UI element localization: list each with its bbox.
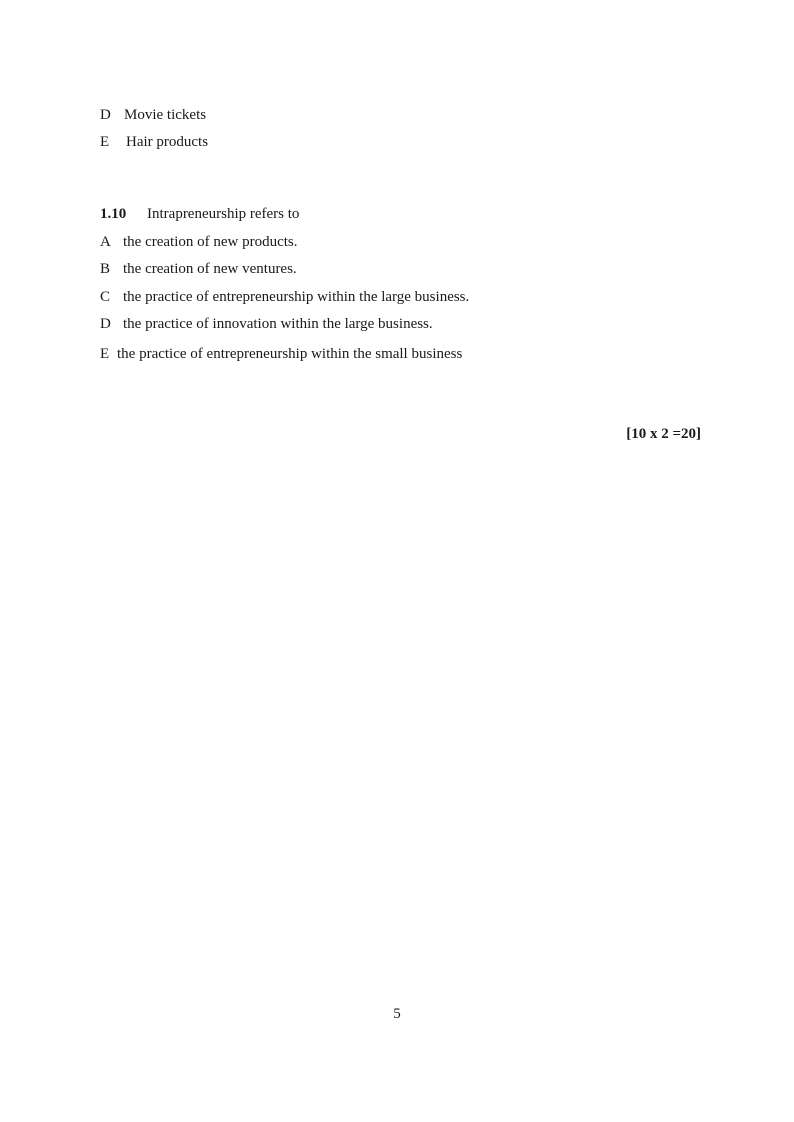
option-row <box>100 133 208 151</box>
option-row <box>100 288 469 306</box>
option-letter: A <box>100 234 111 250</box>
option-row <box>100 260 297 278</box>
question-number: 1.10 <box>100 206 127 222</box>
option-row <box>100 345 462 363</box>
option-row <box>100 106 206 124</box>
option-text: the creation of new ventures. <box>123 261 297 277</box>
question-stem: Intrapreneurship refers to <box>147 206 300 222</box>
option-row <box>100 315 433 333</box>
option-text: the creation of new products. <box>123 234 298 250</box>
marks-allocation: [10 x 2 =20] <box>626 426 701 442</box>
option-row <box>100 233 298 251</box>
option-text: Movie tickets <box>124 107 207 123</box>
option-text: the practice of entrepreneurship within the large business. <box>123 289 470 305</box>
option-letter: B <box>100 261 111 277</box>
option-letter: C <box>100 289 111 305</box>
option-letter: D <box>100 107 111 123</box>
option-text: the practice of entrepreneurship within the small business <box>117 346 463 362</box>
option-letter: D <box>100 316 111 332</box>
option-letter: E <box>100 346 110 362</box>
option-letter: E <box>100 134 110 150</box>
option-text: Hair products <box>126 134 209 150</box>
question-heading <box>100 205 299 223</box>
page-number: 5 <box>393 1006 401 1022</box>
option-text: the practice of innovation within the large business. <box>123 316 433 332</box>
